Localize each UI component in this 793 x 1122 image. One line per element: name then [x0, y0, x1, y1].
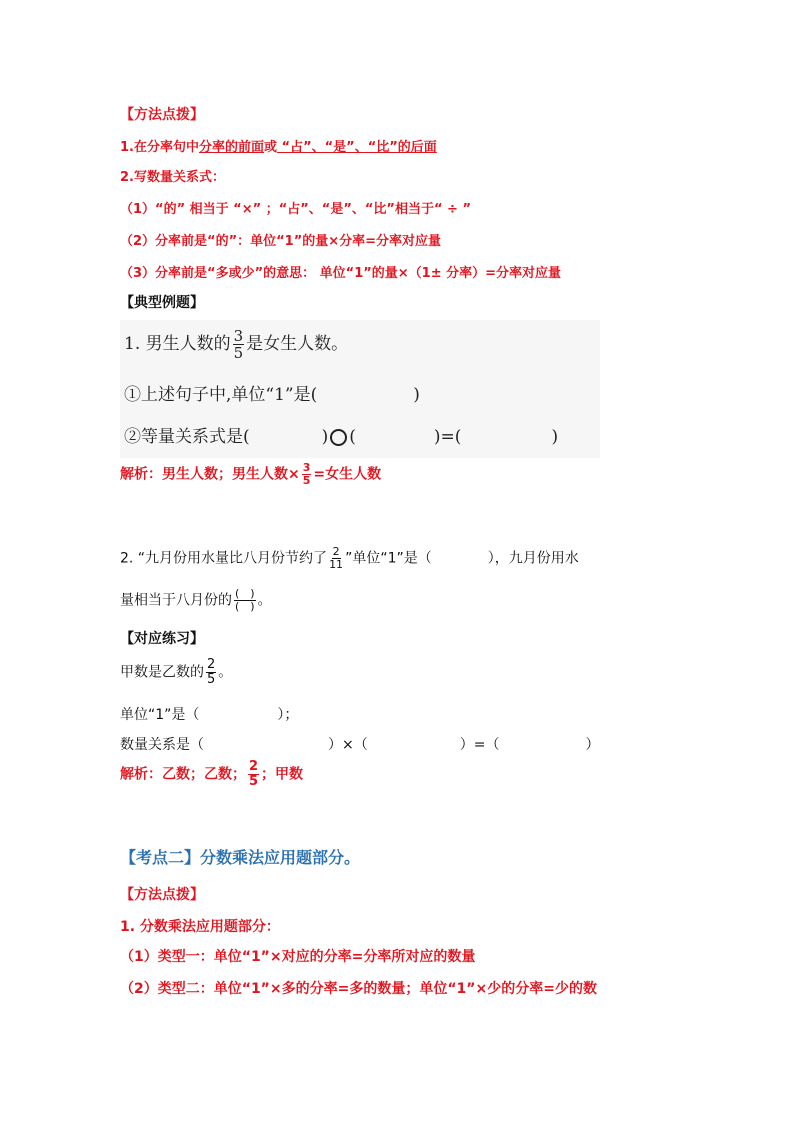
- practice-3: [120, 734, 599, 754]
- answer-2: [120, 760, 303, 789]
- m1-underline-2: “占”、“是”、“比”的后面: [277, 140, 437, 155]
- ex1-q2-a: ): [321, 427, 329, 447]
- ex2-fraction: [329, 546, 343, 571]
- answer-1: [120, 462, 381, 487]
- practice-2: [120, 704, 298, 724]
- ex1-pre: 1. 男生人数的: [124, 334, 231, 354]
- example-1-question-2: [124, 422, 558, 447]
- method-point-5: （3）分率前是“多或少”的意思： 单位“1”的量×（1± 分率）=分率对应量: [120, 266, 562, 281]
- ex1-q2-b: (: [349, 427, 356, 447]
- method-point-2: 2.写数量关系式：: [120, 170, 225, 185]
- ex1-q2-d: ): [551, 427, 559, 447]
- ans2-post: ；甲数: [261, 766, 304, 783]
- ex2b-num: ( ): [235, 587, 255, 600]
- ans2-pre: 解析：乙数；乙数；: [120, 766, 246, 783]
- ex1-q1-close: ): [413, 385, 420, 405]
- p3-c: ）=（: [459, 737, 500, 753]
- ex1-post: 是女生人数。: [246, 334, 349, 354]
- ans1-post: =女生人数: [313, 466, 382, 483]
- ex1-q1-text: ①上述句子中,单位“1”是(: [124, 385, 318, 405]
- ex1-fraction: [233, 328, 245, 361]
- ans1-num: 3: [302, 461, 311, 474]
- method-heading: 【方法点拨】: [120, 107, 204, 123]
- p1-fraction: [206, 658, 216, 687]
- method-point-4: （2）分率前是“的”：单位“1”的量×分率=分率对应量: [120, 234, 442, 249]
- p1-num: 2: [207, 657, 216, 672]
- example-heading: 【典型例题】: [120, 295, 204, 311]
- p3-a: 数量关系是（: [120, 737, 204, 753]
- p1-pre: 甲数是乙数的: [120, 664, 204, 681]
- ans1-fraction: [302, 462, 312, 487]
- example-2-line-2: [120, 588, 272, 613]
- m1-mid: 或: [264, 140, 278, 155]
- m1-underline-1: 分率的前面: [198, 140, 264, 155]
- blank-circle: [330, 429, 347, 446]
- ex2-num: 2: [332, 545, 340, 558]
- ans1-den: 5: [302, 474, 311, 487]
- ex2-pre: 2. “九月份用水量比八月份节约了: [120, 550, 328, 567]
- ex2b-pre: 量相当于八月份的: [120, 592, 232, 609]
- ex2b-fraction: [234, 588, 256, 613]
- method2-point-1: 1. 分数乘法应用题部分：: [120, 919, 280, 935]
- p3-d: ）: [585, 737, 600, 753]
- ex2-mid: ”单位“1”是（: [345, 550, 432, 567]
- p1-post: 。: [218, 664, 233, 681]
- ans2-fraction: [248, 760, 259, 789]
- p2-pre: 单位“1”是（: [120, 707, 200, 723]
- example-2-line-1: [120, 546, 579, 571]
- ex2b-post: 。: [257, 592, 272, 609]
- method-point-3: （1）“的” 相当于 “×” ；“占”、“是”、“比”相当于“ ÷ ”: [120, 202, 471, 217]
- p3-b: ）×（: [328, 737, 368, 753]
- example-1-question-1: [124, 380, 420, 405]
- ex2-den: 11: [329, 558, 344, 571]
- key-point-2-heading: 【考点二】分数乘法应用题部分。: [120, 848, 361, 867]
- ex1-q2-c: )=(: [433, 427, 462, 447]
- example-1-sentence: [124, 328, 348, 361]
- example-image: [120, 320, 600, 458]
- ex2-post: ），九月份用水: [487, 550, 579, 567]
- method2-point-3: （2）类型二：单位“1”×多的分率=多的数量；单位“1”×少的分率=少的数: [120, 981, 597, 997]
- ex1-den: 5: [233, 344, 244, 362]
- ans1-pre: 解析：男生人数；男生人数×: [120, 466, 300, 483]
- method2-point-2: （1）类型一：单位“1”×对应的分率=分率所对应的数量: [120, 949, 476, 965]
- ex1-num: 3: [233, 327, 244, 345]
- method-heading-2: 【方法点拨】: [120, 887, 204, 903]
- p1-den: 5: [207, 672, 216, 687]
- ex1-q2-text: ②等量关系式是(: [124, 427, 250, 447]
- m1-prefix: 1.在分率句中: [120, 140, 199, 155]
- p2-post: ）；: [277, 707, 299, 723]
- ans2-num: 2: [249, 759, 259, 774]
- method-point-1: [120, 136, 437, 155]
- practice-1: [120, 658, 232, 687]
- practice-heading: 【对应练习】: [120, 631, 204, 647]
- ans2-den: 5: [249, 774, 259, 789]
- ex2b-den: ( ): [235, 600, 255, 613]
